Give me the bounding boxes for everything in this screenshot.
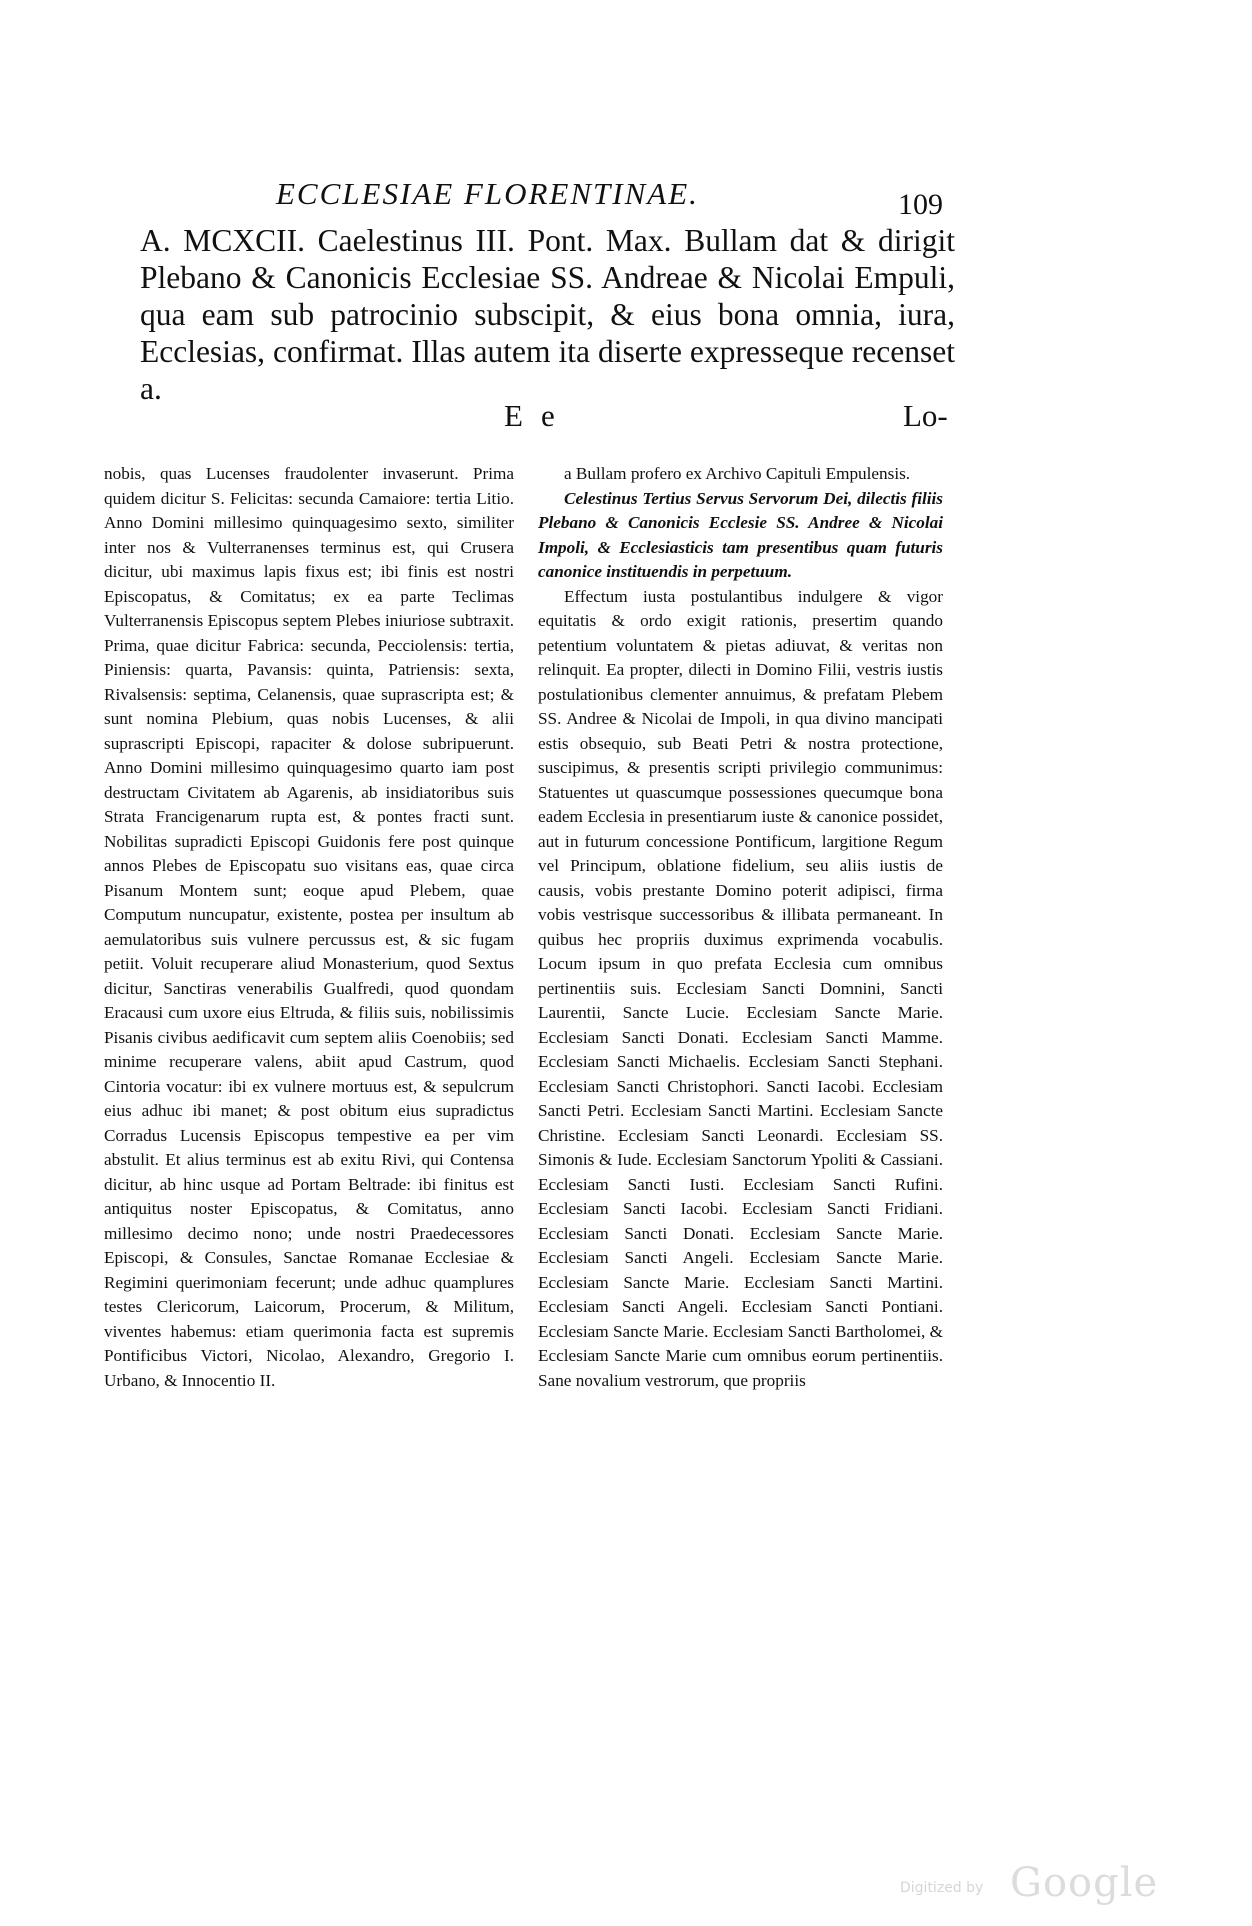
footnote-intro: a Bullam profero ex Archivo Capituli Empulensis. <box>564 464 911 483</box>
catchword-e-small: e <box>541 398 555 433</box>
digitized-label: Digitized by <box>900 1880 984 1896</box>
intro-text: A. MCXCII. Caelestinus III. Pont. Max. Bullam dat & dirigit Plebano & Canonicis Ecclesiae SS. Andreae & Nicolai Empuli, qua eam sub patrocinio subscipit, & eius bona omnia, iura, Ecclesias, confirmat. Illas autem ita diserte expresseque recenset a. <box>140 223 955 406</box>
catchword-e-capital: E <box>504 398 523 433</box>
google-logo: Google <box>1010 1860 1159 1906</box>
left-column-text: nobis, quas Lucenses fraudolenter invaserunt. Prima quidem dicitur S. Felicitas: secunda Camaiore: tertia Litio. Anno Domini millesimo quinquagesimo sexto, similiter inter nos & Vulterranenses terminus est, qui Crusera dicitur, ubi maximus lapis fixus est; ibi finis est nostri Episcopatus, & Comitatus; ex ea parte Teclimas Vulterranensis Episcopus septem Plebes iniuriose subtraxit. Prima, quae dicitur Fabrica: secunda, Pecciolensis: tertia, Piniensis: quarta, Pavansis: quinta, Patriensis: sexta, Rivalsensis: septima, Celanensis, quae suprascripta est; & sunt nomina Plebium, quas nobis Lucenses, & alii suprascripti Episcopi, rapaciter & dolose subripuerunt. Anno Domini millesimo quinquagesimo quarto iam post destructam Civitatem ab Agarenis, ab insidiatoribus suis Strata Francigenarum rupta est, & pontes fracti sunt. Nobilitas supradicti Episcopi Guidonis fere post quinque annos Plebes de Episcopatu suo visitans eas, quae circa Pisanum Montem sunt; eoque apud Plebem, quae Computum nuncupatur, existente, postea per insultum ab aemulatoribus suis vulnere percussus est, & sic fugam petiit. Voluit recuperare aliud Monasterium, quod Sextus dicitur, Sanctiras venerabilis Gualfredi, quod quondam Eracausi cum uxore eius Eltruda, & filiis suis, nobilissimis Pisanis civibus aedificavit cum septem aliis Coenobiis; sed minime recuperare valens, abiit apud Castrum, quod Cintoria vocatur: ibi ex vulnere mortuus est, & sepulcrum eius adhuc ibi manet; & post obitum eius supradictus Corradus Lucensis Episcopus tempestive ea per vim abstulit. Et alius terminus est ab exitu Rivi, qui Contensa dicitur, ab hinc usque ad Portam Beltrade: ibi finitus est antiquitus noster Episcopatus, & Comitatus, anno millesimo decimo nono; unde nostri Praedecessores Episcopi, & Consules, Sanctae Romanae Ecclesiae & Regimini querimoniam fecerunt; unde adhuc quamplures testes Clericorum, Laicorum, Procerum, & Militum, viventes habemus: etiam querimonia facta est supremis Pontificibus Victori, Nicolao, Alexandro, Gregorio I. Urbano, & Innocentio II. <box>104 464 514 1390</box>
footnote-body: Effectum iusta postulantibus indulgere & vigor equitatis & ordo exigit rationis, presertim quando petentium voluntatem & pietas adiuvat, & veritas non relinquit. Ea propter, dilecti in Domino Filii, vestris iustis postulationibus clementer annuimus, & prefatam Plebem SS. Andree & Nicolai de Impoli, in qua divino mancipati estis obsequio, sub Beati Petri & nostra protectione, suscipimus, & presentis scripti privilegio communimus: Statuentes ut quascumque possessiones quecumque bona eadem Ecclesia in presentiarum iuste & canonice possidet, aut in futurum concessione Pontificum, largitione Regum vel Principum, oblatione fidelium, seu aliis iustis de causis, vobis prestante Domino poterit adipisci, firma vobis vestrisque successoribus & illibata permaneant. In quibus hec propriis duximus exprimenda vocabulis. Locum ipsum in quo prefata Ecclesia cum omnibus pertinentiis suis. Ecclesiam Sancti Domnini, Sancti Laurentii, Sancte Lucie. Ecclesiam Sancte Marie. Ecclesiam Sancti Donati. Ecclesiam Sancti Mamme. Ecclesiam Sancti Michaelis. Ecclesiam Sancti Stephani. Ecclesiam Sancti Christophori. Sancti Iacobi. Ecclesiam Sancti Petri. Ecclesiam Sancti Martini. Ecclesiam Sancte Christine. Ecclesiam Sancti Leonardi. Ecclesiam SS. Simonis & Iude. Ecclesiam Sanctorum Ypoliti & Cassiani. Ecclesiam Sancti Iusti. Ecclesiam Sancti Rufini. Ecclesiam Sancti Iacobi. Ecclesiam Sancti Fridiani. Ecclesiam Sancti Donati. Ecclesiam Sancte Marie. Ecclesiam Sancti Angeli. Ecclesiam Sancte Marie. Ecclesiam Sancte Marie. Ecclesiam Sancti Martini. Ecclesiam Sancti Angeli. Ecclesiam Sancti Pontiani. Ecclesiam Sancte Marie. Ecclesiam Sancti Bartholomei, & Ecclesiam Sancte Marie cum omnibus eorum pertinentiis. Sane novalium vestrorum, que propriis <box>538 586 943 1390</box>
catchword-lo: Lo- <box>903 398 948 433</box>
intro-paragraph <box>140 222 955 407</box>
running-head: ECCLESIAE FLORENTINAE. <box>276 176 699 211</box>
footnote-salutation: Celestinus Tertius Servus Servorum Dei, dilectis filiis Plebano & Canonicis Ecclesie SS. Andree & Nicolai Impoli, & Ecclesiasticis tam presentibus quam futuris canonice instituendis in perpetuum. <box>538 488 943 581</box>
page-number: 109 <box>898 188 943 221</box>
right-column-footnote <box>538 462 943 1393</box>
left-column <box>104 462 514 1393</box>
